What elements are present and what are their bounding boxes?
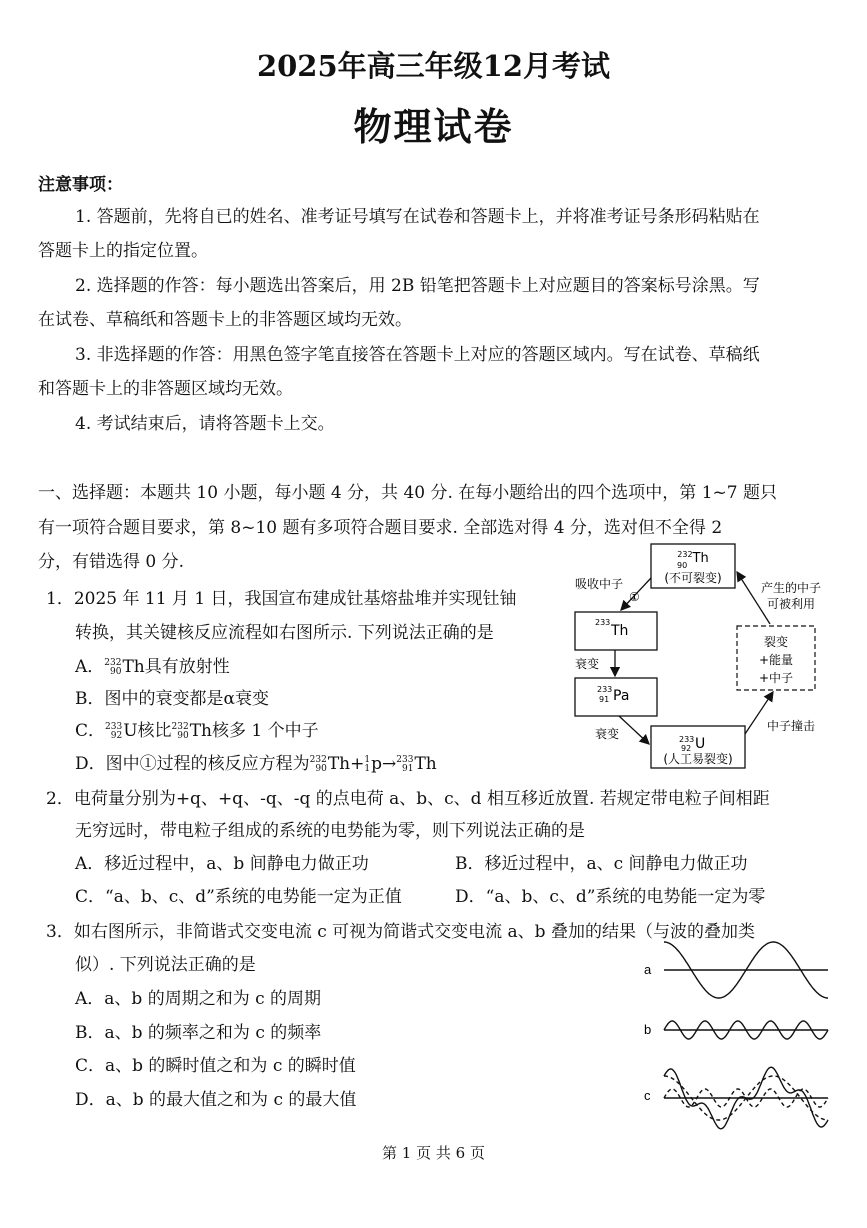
page-footer: 第 1 页 共 6 页 xyxy=(382,1144,485,1162)
note-line: 1. 答题前，先将自已的姓名、准考证号填写在试卷和答题卡上，并将准考证号条形码粘贴在 xyxy=(75,207,760,227)
q3-stem: 似）. 下列说法正确的是 xyxy=(75,955,256,975)
note-line: 4. 考试结束后，请将答题卡上交。 xyxy=(75,414,335,434)
svg-text:+中子: +中子 xyxy=(758,671,794,685)
box1-line2: (不可裂变) xyxy=(664,571,722,585)
nuclear-reaction-diagram xyxy=(565,538,835,773)
label-hit: 中子撞击 xyxy=(767,719,816,733)
q2-stem: 2．电荷量分别为+q、+q、-q、-q 的点电荷 a、b、c、d 相互移近放置. 若规定带电粒子间相距 xyxy=(46,789,770,809)
q2-option-b: B．移近过程中，a、c 间静电力做正功 xyxy=(455,854,748,874)
notes-heading: 注意事项： xyxy=(38,175,123,195)
label-decay: 衰变 xyxy=(595,727,620,741)
arrow-decay2 xyxy=(619,716,649,744)
q1-stem: 转换，其关键核反应流程如右图所示. 下列说法正确的是 xyxy=(75,623,494,643)
label-neutron-use: 可被利用 xyxy=(767,597,816,611)
exam-title: 2025年高三年级12月考试 xyxy=(256,49,611,83)
q1-option-d: D．图中①过程的核反应方程为 232 90 Th+ 1 1 p→ 233 91 Th xyxy=(75,754,437,774)
wave-label-b: b xyxy=(644,1022,652,1037)
arrow-reuse xyxy=(737,572,770,624)
svg-text:92: 92 xyxy=(681,744,692,753)
note-line: 在试卷、草稿纸和答题卡上的非答题区域均无效。 xyxy=(38,310,412,330)
svg-text:232Th: $^{232}$Th xyxy=(677,550,709,566)
svg-text:233: 233 xyxy=(679,735,695,744)
box3-element: Pa xyxy=(613,688,630,704)
svg-text:233: 233 xyxy=(597,685,613,694)
q2-option-a: A．移近过程中，a、b 间静电力做正功 xyxy=(75,854,369,874)
section-intro-line: 有一项符合题目要求，第 8~10 题有多项符合题目要求. 全部选对得 4 分，选对但不全得 2 xyxy=(38,518,723,538)
note-line: 和答题卡上的非答题区域均无效。 xyxy=(38,379,293,399)
svg-text:U: U xyxy=(695,736,706,752)
q3-option-c: C．a、b 的瞬时值之和为 c 的瞬时值 xyxy=(75,1056,356,1076)
svg-text:裂变: 裂变 xyxy=(763,635,789,649)
note-line: 答题卡上的指定位置。 xyxy=(38,241,208,261)
q2-option-c: C．“a、b、c、d”系统的电势能一定为正值 xyxy=(75,887,402,907)
label-circle-1: ① xyxy=(629,590,640,604)
note-line: 3. 非选择题的作答：用黑色签字笔直接答在答题卡上对应的答题区域内。写在试卷、草稿纸 xyxy=(75,345,760,365)
q2-stem: 无穷远时，带电粒子组成的系统的电势能为零，则下列说法正确的是 xyxy=(75,821,585,841)
wave-label-a: a xyxy=(644,962,652,977)
svg-text:+能量: +能量 xyxy=(758,653,794,667)
svg-text:91: 91 xyxy=(599,695,610,704)
q1-option-a: A． 232 90 Th具有放射性 xyxy=(75,657,230,677)
q1-option-c: C． 233 92 U核比 232 90 Th核多 1 个中子 xyxy=(75,721,319,741)
section-intro-line: 分，有错选得 0 分. xyxy=(38,552,185,572)
q3-stem: 3．如右图所示，非简谐式交变电流 c 可视为简谐式交变电流 a、b 叠加的结果（与波的叠加类 xyxy=(46,922,755,942)
box2-element: Th xyxy=(611,623,629,639)
section-intro-line: 一、选择题：本题共 10 小题，每小题 4 分，共 40 分. 在每小题给出的四个选项中，第 1~7 题只 xyxy=(38,483,777,503)
wave-figure xyxy=(640,938,835,1133)
q3-option-d: D．a、b 的最大值之和为 c 的最大值 xyxy=(75,1090,357,1110)
subject-title: 物理试卷 xyxy=(353,104,514,149)
label-absorb: 吸收中子 xyxy=(575,577,624,591)
q3-option-b: B．a、b 的频率之和为 c 的频率 xyxy=(75,1023,322,1043)
svg-text:233: 233 xyxy=(595,618,611,627)
wave-label-c: c xyxy=(644,1088,651,1103)
q3-option-a: A．a、b 的周期之和为 c 的周期 xyxy=(75,989,322,1009)
label-decay: 衰变 xyxy=(575,657,600,671)
note-line: 2. 选择题的作答：每小题选出答案后，用 2B 铅笔把答题卡上对应题目的答案标号涂黑。写 xyxy=(75,276,760,296)
label-neutron-use: 产生的中子 xyxy=(761,581,822,595)
q2-option-d: D．“a、b、c、d”系统的电势能一定为零 xyxy=(455,887,766,907)
q1-stem: 1．2025 年 11 月 1 日，我国宣布建成钍基熔盐堆并实现钍铀 xyxy=(46,589,517,609)
q1-option-b: B．图中的衰变都是α衰变 xyxy=(75,689,269,709)
z-90: 90 xyxy=(677,561,688,570)
box4-line2: (人工易裂变) xyxy=(663,752,733,766)
